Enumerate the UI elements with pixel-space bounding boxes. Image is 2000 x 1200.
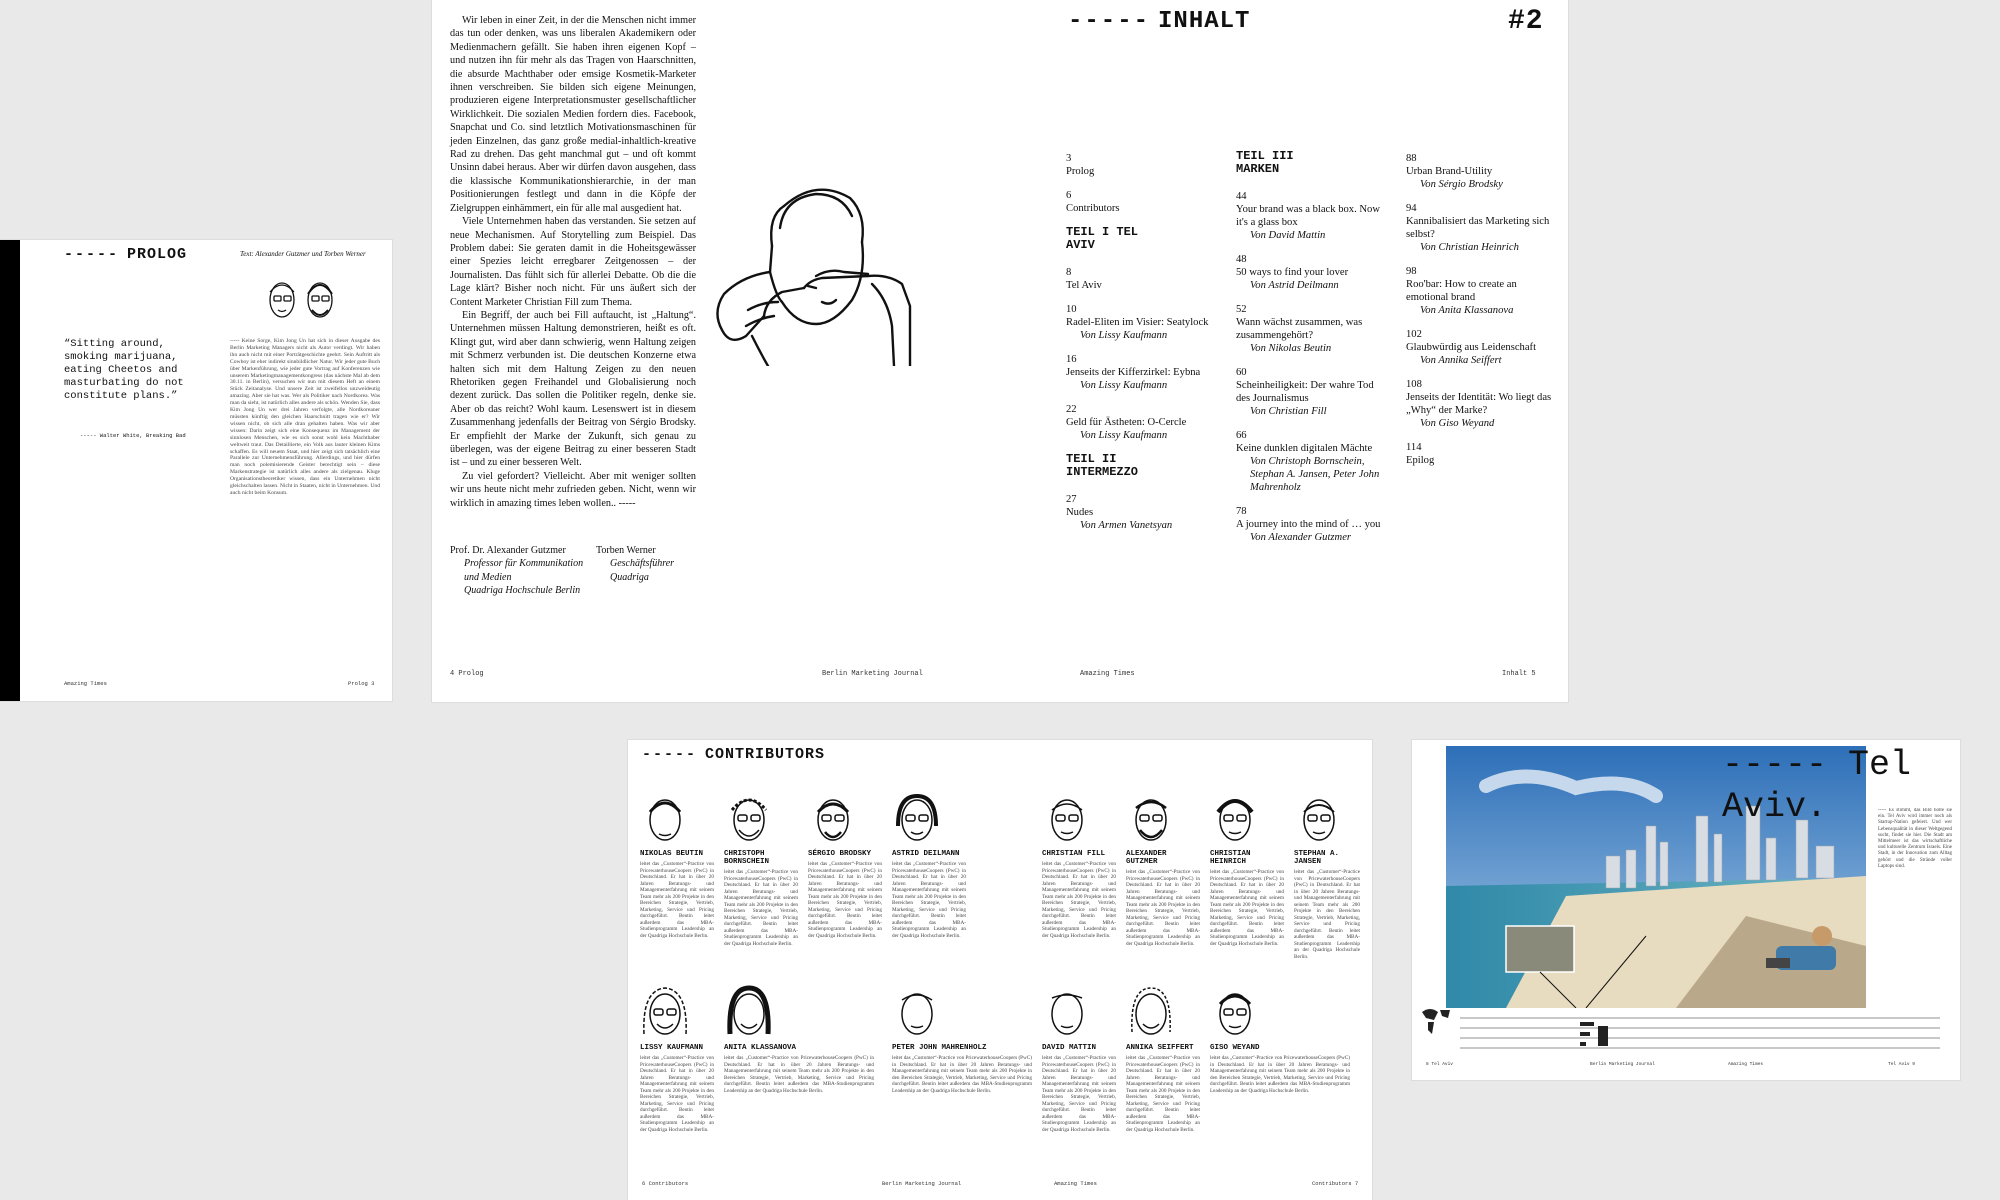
contributor-name: CHRISTIAN HEINRICH <box>1210 850 1251 866</box>
inhalt-footer-right: Inhalt 5 <box>1502 670 1536 678</box>
authors-portraits <box>262 276 342 324</box>
contributor-name: CHRISTIAN FILL <box>1042 850 1106 858</box>
contributor-bio: leitet das „Customer“-Practice von PricewaterhouseCoopers (PwC) in Deutschland. Er hat in über 20 Jahren Beratungs- und Managementerfahrung mit seinem Team mehr als 200 Projekte in den Bereichen Strategie, Vertrieb, Marketing, Service und Pricing durchgeführt. Beutin leitet außerdem das MBA-Studienprogramm Leadership an der Quadriga Hochschule Berlin. <box>724 1055 874 1094</box>
sig1-org: Quadriga Hochschule Berlin <box>464 585 581 597</box>
contributor-name: STEPHAN A. JANSEN <box>1294 850 1340 866</box>
intro-paragraph: Zu viel gefordert? Vielleicht. Aber mit weniger sollten wir uns heute nicht mehr zufrieden geben. Nicht, wenn wir wirklich in amazing times leben wollen.. ----- <box>450 470 696 509</box>
contributor-card[interactable] <box>1210 984 1350 1115</box>
inhalt-footer-left: Amazing Times <box>1080 670 1135 678</box>
portrait-icon <box>1210 984 1260 1040</box>
portrait-icon <box>1126 984 1176 1040</box>
contributor-name: ALEXANDER GUTZMER <box>1126 850 1167 866</box>
sig2-role: Geschäftsführer <box>610 558 675 570</box>
telaviv-spread <box>1412 740 1960 1080</box>
portrait-icon <box>892 790 942 846</box>
contributor-bio: leitet das „Customer“-Practice von PricewaterhouseCoopers (PwC) in Deutschland. Er hat in über 20 Jahren Beratungs- und Managementerfahrung mit seinem Team mehr als 200 Projekte in den Bereichen Strategie, Vertrieb, Marketing, Service und Pricing durchgeführt. Beutin leitet außerdem das MBA-Studienprogramm Leadership an der Quadriga Hochschule Berlin. <box>1042 1055 1116 1133</box>
prolog-title: ----- PROLOG <box>64 246 188 263</box>
man-glasses-illustration <box>712 176 922 366</box>
contributors-row-2 <box>640 984 1360 1184</box>
sig2-name: Torben Werner <box>596 545 656 556</box>
world-map-chart <box>1420 1004 1950 1060</box>
contributor-bio: leitet das „Customer“-Practice von PricewaterhouseCoopers (PwC) in Deutschland. Er hat in über 20 Jahren Beratungs- und Managementerfahrung mit seinem Team mehr als 200 Projekte in den Bereichen Strategie, Vertrieb, Marketing, Service und Pricing durchgeführt. Beutin leitet außerdem das MBA-Studienprogramm Leadership an der Quadriga Hochschule Berlin. <box>1126 1055 1200 1133</box>
sig1-name: Prof. Dr. Alexander Gutzmer <box>450 545 566 556</box>
contributor-name: CHRISTOPH BORNSCHEIN <box>724 850 770 866</box>
contributor-card[interactable] <box>1210 790 1284 973</box>
toc-entry[interactable]: 88 Urban Brand-Utility Von Sérgio Brodsky <box>1406 153 1503 190</box>
contributor-card[interactable] <box>1126 984 1200 1155</box>
portrait-icon <box>1294 790 1344 846</box>
toc-entry[interactable]: 60 Scheinheiligkeit: Der wahre Tod des Journalismus Von Christian Fill <box>1236 367 1374 417</box>
portrait-icon <box>640 984 690 1040</box>
toc-entry[interactable]: 27 Nudes Von Armen Vanetsyan <box>1066 494 1173 531</box>
telaviv-footer-left: 8 Tel Aviv <box>1426 1062 1454 1067</box>
prolog-body: ----- Keine Sorge, Kim Jong Un hat sich in dieser Ausgabe des Berlin Marketing Managers nicht als Autor verdingt. Wir haben ihn auch nicht mit einer Porträtgeschichte geehrt. Sein Auftritt als Cowboy ist eher indirekt sinnbildlicher Natur. Wir jeder gute Buch über Markenführung, wie jeder gute Vortrag auf Konferenzen wie unserem Marketingmanagementkongress (das nächste Mal ab dem 30.11. in Berlin), versuchen wir nun mit diesem Heft an einem Stück Zeitanalyse. Und unsere Zeit ist zweifellos unzweideutig amazing. Aber sie hat was. Wer als Politiker nach Nordkorea. Was man da sieht, ist natürlich alles andere als schön. Wenden Sie, dass Kim Jong Un wer drei Jahren verfolgte, alle Nordkoreaner müssten künftig den gleichen Haarschnitt tragen wie er? Wir wissen nicht, ob sich alle dran gehalten haben. Was wir aber wissen: Darin zeigt sich eine Konsequenz im Management der sinnlosen Menschen, wie es sich sonst wohl kein Machthaber weltweit traut. Das Detaillierte, ein Volk aus lauter kleinen Kims schaffen. Es will neuem Staat, und hier zeigt sich tatsächlich eine Parallele zur Unternehmensführung. Allerdings, und hier dürfen man noch polemisierende Geister berechtigt sein – diese Markenstrategie ist natürlich alles andere als zielgenau. Kluge Organisationstheoretiker wissen, dass ein Unternehmen nicht gleichschalten lassen. Nicht in Staaten, nicht in Unternehmen. Und auch nicht beim Konsum. <box>230 338 380 496</box>
signature-block-1 <box>450 544 598 598</box>
intro-paragraph: Ein Begriff, der auch bei Fill auftaucht, ist „Haltung“. Unternehmen müssen Haltung demonstrieren, heißt es oft. Klingt gut, wird aber dann schwierig, wenn Haltung zeigen mit Schmerz verbunden ist. Die deutschen Konzerne etwa halten sich mit dem Haltung Zeigen zu den neuen Rhetoriken gegen Freihandel und Globalisierung noch dezent zurück. Das sollen die Politiker regeln, denke sie. Aber ob das reicht? Wohl kaum. Lesenswert ist in diesem Zusammenhang jedenfalls der Beitrag von Sérgio Brodsky. Er empfiehlt der Marke der Zukunft, sich genau zu überlegen, was der eigene Beitrag zu einer besseren Stadt ist – und zu einer besseren Welt. <box>450 309 696 469</box>
sig2-org: Quadriga <box>610 571 649 583</box>
contributor-card[interactable] <box>892 790 966 965</box>
toc-entry[interactable]: 52 Wann wächst zusammen, was zusammengehört? Von Nikolas Beutin <box>1236 304 1363 354</box>
contributor-card[interactable] <box>640 984 714 1155</box>
sig1-role: Professor für Kommunikation und Medien <box>464 558 584 583</box>
contributor-name: PETER JOHN MAHRENHOLZ <box>892 1044 987 1052</box>
toc-entry[interactable]: 78 A journey into the mind of … you Von Alexander Gutzmer <box>1236 506 1381 543</box>
prolog-footer-right: Prolog 3 <box>348 680 375 687</box>
contributors-title: ----- CONTRIBUTORS <box>642 746 826 763</box>
contributor-bio: leitet das „Customer“-Practice von PricewaterhouseCoopers (PwC) in Deutschland. Er hat in über 20 Jahren Beratungs- und Managementerfahrung mit seinem Team mehr als 200 Projekte in den Bereichen Strategie, Vertrieb, Marketing, Service und Pricing durchgeführt. Beutin leitet außerdem das MBA-Studienprogramm Leadership an der Quadriga Hochschule Berlin. <box>1126 869 1200 947</box>
toc-entry[interactable]: 66 Keine dunklen digitalen Mächte Von Christoph Bornschein, Stephan A. Jansen, Peter John Mahrenholz <box>1236 430 1380 493</box>
portrait-icon <box>808 790 858 846</box>
contributors-footer-mid: Berlin Marketing Journal <box>882 1180 962 1187</box>
toc-entry[interactable]: 8 Tel Aviv <box>1066 267 1102 291</box>
contributor-card[interactable] <box>1042 984 1116 1155</box>
toc-part-heading: TEIL I TEL AVIV <box>1066 225 1139 252</box>
contributor-name: LISSY KAUFMANN <box>640 1044 704 1052</box>
toc-entry[interactable]: 6 Contributors <box>1066 190 1120 214</box>
portrait-icon <box>724 790 774 846</box>
spine-bar <box>0 240 20 701</box>
contributor-name: DAVID MATTIN <box>1042 1044 1097 1052</box>
telaviv-body: ----- Es stimmt, das Bild holte sie ein. Tel Aviv wird immer noch als Startup-Nation gefeiert. Und wer Lebensqualität in dieser Weltgegend sucht, findet sie hier. Die Stadt am Mittelmeer ist das wirtschaftliche und kulturelle Zentrum Israels. Eine Stadt, in der Innovation zum Alltag gehört und die Strände voller Laptops sind. <box>1878 808 1952 869</box>
toc-entry[interactable]: 114 Epilog <box>1406 442 1435 466</box>
intro-text <box>450 14 696 510</box>
toc-entry[interactable]: 22 Geld für Ästheten: O-Cercle Von Lissy Kaufmann <box>1066 404 1187 441</box>
toc-column-2 <box>1236 150 1384 555</box>
contributors-footer-left: 6 Contributors <box>642 1180 689 1187</box>
prolog-quote: “Sitting around, smoking marijuana, eating Cheetos and masturbating do not constitute plans.” <box>64 338 184 402</box>
issue-number: #2 <box>1508 6 1544 37</box>
prolog-credit: Text: Alexander Gutzmer und Torben Werner <box>240 250 366 258</box>
contributor-card[interactable] <box>1042 790 1116 965</box>
telaviv-title: ----- Tel Aviv. <box>1722 745 1912 827</box>
contributor-bio: leitet das „Customer“-Practice von PricewaterhouseCoopers (PwC) in Deutschland. Er hat in über 20 Jahren Beratungs- und Managementerfahrung mit seinem Team mehr als 200 Projekte in den Bereichen Strategie, Vertrieb, Marketing, Service und Pricing durchgeführt. Beutin leitet außerdem das MBA-Studienprogramm Leadership an der Quadriga Hochschule Berlin. <box>1042 861 1116 939</box>
contributor-bio: leitet das „Customer“-Practice von PricewaterhouseCoopers (PwC) in Deutschland. Er hat in über 20 Jahren Beratungs- und Managementerfahrung mit seinem Team mehr als 200 Projekte in den Bereichen Strategie, Vertrieb, Marketing, Service und Pricing durchgeführt. Beutin leitet außerdem das MBA-Studienprogramm Leadership an der Quadriga Hochschule Berlin. <box>892 861 966 939</box>
portrait-icon <box>892 984 942 1040</box>
contributors-footer-mid2: Amazing Times <box>1054 1180 1097 1187</box>
intro-paragraph: Wir leben in einer Zeit, in der die Menschen nicht immer das tun oder denken, was uns liberalen Akademikern oder Medienmachern gefällt. Sie haben ihren eigenen Kopf – und nutzen ihn für mehr als das Tragen von Haarschnitten, die absurde Machthaber oder emsige Kosmetik-Marketer ihnen verschreiben. Sie bilden sich eigene Meinungen, produzieren eigene Interpretationsmuster gesellschaftlicher Wirklichkeit. Die sozialen Medien fordern dies. Facebook, Snapchat und Co. sind letztlich Motivationsmaschinen für jeden Einzelnen, das ganz große medial-inhaltlich-kreative Rad zu drehen. Das geht manchmal gut – und oft kommt Unsinn dabei heraus. Aber wir dürfen davon ausgehen, dass die klassische Kommunikationshierarchie, in der man Positionierungen festlegt und dann in die Köpfe der Zielgruppen einhämmert, ein für alle mal ausgedient hat. <box>450 15 696 214</box>
prolog-quote-source: ----- Walter White, Breaking Bad <box>80 432 186 439</box>
contributor-bio: leitet das „Customer“-Practice von PricewaterhouseCoopers (PwC) in Deutschland. Er hat in über 20 Jahren Beratungs- und Managementerfahrung mit seinem Team mehr als 200 Projekte in den Bereichen Strategie, Vertrieb, Marketing, Service und Pricing durchgeführt. Beutin leitet außerdem das MBA-Studienprogramm Leadership an der Quadriga Hochschule Berlin. <box>1210 869 1284 947</box>
contributor-card[interactable] <box>724 790 798 973</box>
contributor-bio: leitet das „Customer“-Practice von PricewaterhouseCoopers (PwC) in Deutschland. Er hat in über 20 Jahren Beratungs- und Managementerfahrung mit seinem Team mehr als 200 Projekte in den Bereichen Strategie, Vertrieb, Marketing, Service und Pricing durchgeführt. Beutin leitet außerdem das MBA-Studienprogramm Leadership an der Quadriga Hochschule Berlin. <box>724 869 798 947</box>
contributor-card[interactable] <box>640 790 714 965</box>
contributors-row-1 <box>640 790 1360 980</box>
prolog-spread <box>0 240 392 701</box>
portrait-icon <box>1042 984 1092 1040</box>
contributor-name: GISO WEYAND <box>1210 1044 1260 1052</box>
contributor-card[interactable] <box>1126 790 1200 973</box>
intro-footer-left: 4 Prolog <box>450 670 484 678</box>
toc-column-1 <box>1066 152 1226 543</box>
toc-entry[interactable]: 44 Your brand was a black box. Now it's a glass box Von David Mattin <box>1236 191 1380 241</box>
portrait-icon <box>724 984 774 1040</box>
portrait-icon <box>1210 790 1260 846</box>
contributor-name: ANNIKA SEIFFERT <box>1126 1044 1194 1052</box>
contributor-bio: leitet das „Customer“-Practice von PricewaterhouseCoopers (PwC) in Deutschland. Er hat in über 20 Jahren Beratungs- und Managementerfahrung mit seinem Team mehr als 200 Projekte in den Bereichen Strategie, Vertrieb, Marketing, Service und Pricing durchgeführt. Beutin leitet außerdem das MBA-Studienprogramm Leadership an der Quadriga Hochschule Berlin. <box>640 1055 714 1133</box>
contributor-bio: leitet das „Customer“-Practice von PricewaterhouseCoopers (PwC) in Deutschland. Er hat in über 20 Jahren Beratungs- und Managementerfahrung mit seinem Team mehr als 200 Projekte in den Bereichen Strategie, Vertrieb, Marketing, Service und Pricing durchgeführt. Beutin leitet außerdem das MBA-Studienprogramm Leadership an der Quadriga Hochschule Berlin. <box>1294 869 1360 960</box>
prolog-footer-left: Amazing Times <box>64 680 107 687</box>
toc-entry[interactable]: 48 50 ways to find your lover Von Astrid Deilmann <box>1236 254 1349 291</box>
intro-footer-right: Berlin Marketing Journal <box>822 670 923 678</box>
telaviv-footer-mid2: Amazing Times <box>1728 1062 1764 1067</box>
contributor-card[interactable] <box>1294 790 1360 973</box>
intro-paragraph: Viele Unternehmen haben das verstanden. Sie setzen auf neue Mechanismen. Auf Storytelling zum Beispiel. Das Problem dabei: Sie geraten damit in die Hoheitsgewässer einer Spezies leicht erregbarer Zeitgenossen – der Journalisten. Das fühlt sich für allerlei Debatte. Ob die die Lage klärt? Bisher noch nicht. Für uns äußert sich der Content Marketer Christian Fill zum Thema. <box>450 216 696 308</box>
toc-part-heading: TEIL III MARKEN <box>1236 149 1294 176</box>
contributor-card[interactable] <box>724 984 874 1115</box>
portrait-icon <box>1042 790 1092 846</box>
contributor-card[interactable] <box>808 790 882 965</box>
toc-entry[interactable]: 3 Prolog <box>1066 153 1095 177</box>
toc-entry[interactable]: 16 Jenseits der Kifferzirkel: Eybna Von Lissy Kaufmann <box>1066 354 1201 391</box>
contributor-bio: leitet das „Customer“-Practice von PricewaterhouseCoopers (PwC) in Deutschland. Er hat in über 20 Jahren Beratungs- und Managementerfahrung mit seinem Team mehr als 200 Projekte in den Bereichen Strategie, Vertrieb, Marketing, Service und Pricing durchgeführt. Beutin leitet außerdem das MBA-Studienprogramm Leadership an der Quadriga Hochschule Berlin. <box>640 861 714 939</box>
intro-inhalt-spread <box>432 0 1568 702</box>
contributor-bio: leitet das „Customer“-Practice von PricewaterhouseCoopers (PwC) in Deutschland. Er hat in über 20 Jahren Beratungs- und Managementerfahrung mit seinem Team mehr als 200 Projekte in den Bereichen Strategie, Vertrieb, Marketing, Service und Pricing durchgeführt. Beutin leitet außerdem das MBA-Studienprogramm Leadership an der Quadriga Hochschule Berlin. <box>808 861 882 939</box>
toc-entry[interactable]: 108 Jenseits der Identität: Wo liegt das „Why“ der Marke? Von Giso Weyand <box>1406 379 1552 429</box>
toc-part-heading: TEIL II INTERMEZZO <box>1066 452 1139 479</box>
toc-entry[interactable]: 94 Kannibalisiert das Marketing sich selbst? Von Christian Heinrich <box>1406 203 1550 253</box>
contributor-name: SÉRGIO BRODSKY <box>808 850 872 858</box>
toc-entry[interactable]: 102 Glaubwürdig aus Leidenschaft Von Annika Seiffert <box>1406 329 1537 366</box>
portrait-icon <box>640 790 690 846</box>
telaviv-footer-mid: Berlin Marketing Journal <box>1590 1062 1655 1067</box>
signature-block-2 <box>596 544 706 584</box>
contributor-card[interactable] <box>892 984 1032 1115</box>
portrait-icon <box>1126 790 1176 846</box>
telaviv-footer-right: Tel Aviv 9 <box>1888 1062 1916 1067</box>
contributors-spread <box>628 740 1372 1200</box>
toc-entry[interactable]: 98 Roo'bar: How to create an emotional brand Von Anita Klassanova <box>1406 266 1517 316</box>
contributor-name: ANITA KLASSANOVA <box>724 1044 797 1052</box>
contributors-footer-right: Contributors 7 <box>1312 1180 1359 1187</box>
contributor-name: NIKOLAS BEUTIN <box>640 850 704 858</box>
contributor-bio: leitet das „Customer“-Practice von PricewaterhouseCoopers (PwC) in Deutschland. Er hat in über 20 Jahren Beratungs- und Managementerfahrung mit seinem Team mehr als 200 Projekte in den Bereichen Strategie, Vertrieb, Marketing, Service und Pricing durchgeführt. Beutin leitet außerdem das MBA-Studienprogramm Leadership an der Quadriga Hochschule Berlin. <box>892 1055 1032 1094</box>
contributor-name: ASTRID DEILMANN <box>892 850 960 858</box>
toc-entry[interactable]: 10 Radel-Eliten im Visier: Seatylock Von Lissy Kaufmann <box>1066 304 1209 341</box>
inhalt-title: ----- INHALT <box>1068 8 1251 35</box>
toc-column-3 <box>1406 152 1556 478</box>
contributor-bio: leitet das „Customer“-Practice von PricewaterhouseCoopers (PwC) in Deutschland. Er hat in über 20 Jahren Beratungs- und Managementerfahrung mit seinem Team mehr als 200 Projekte in den Bereichen Strategie, Vertrieb, Marketing, Service und Pricing durchgeführt. Beutin leitet außerdem das MBA-Studienprogramm Leadership an der Quadriga Hochschule Berlin. <box>1210 1055 1350 1094</box>
